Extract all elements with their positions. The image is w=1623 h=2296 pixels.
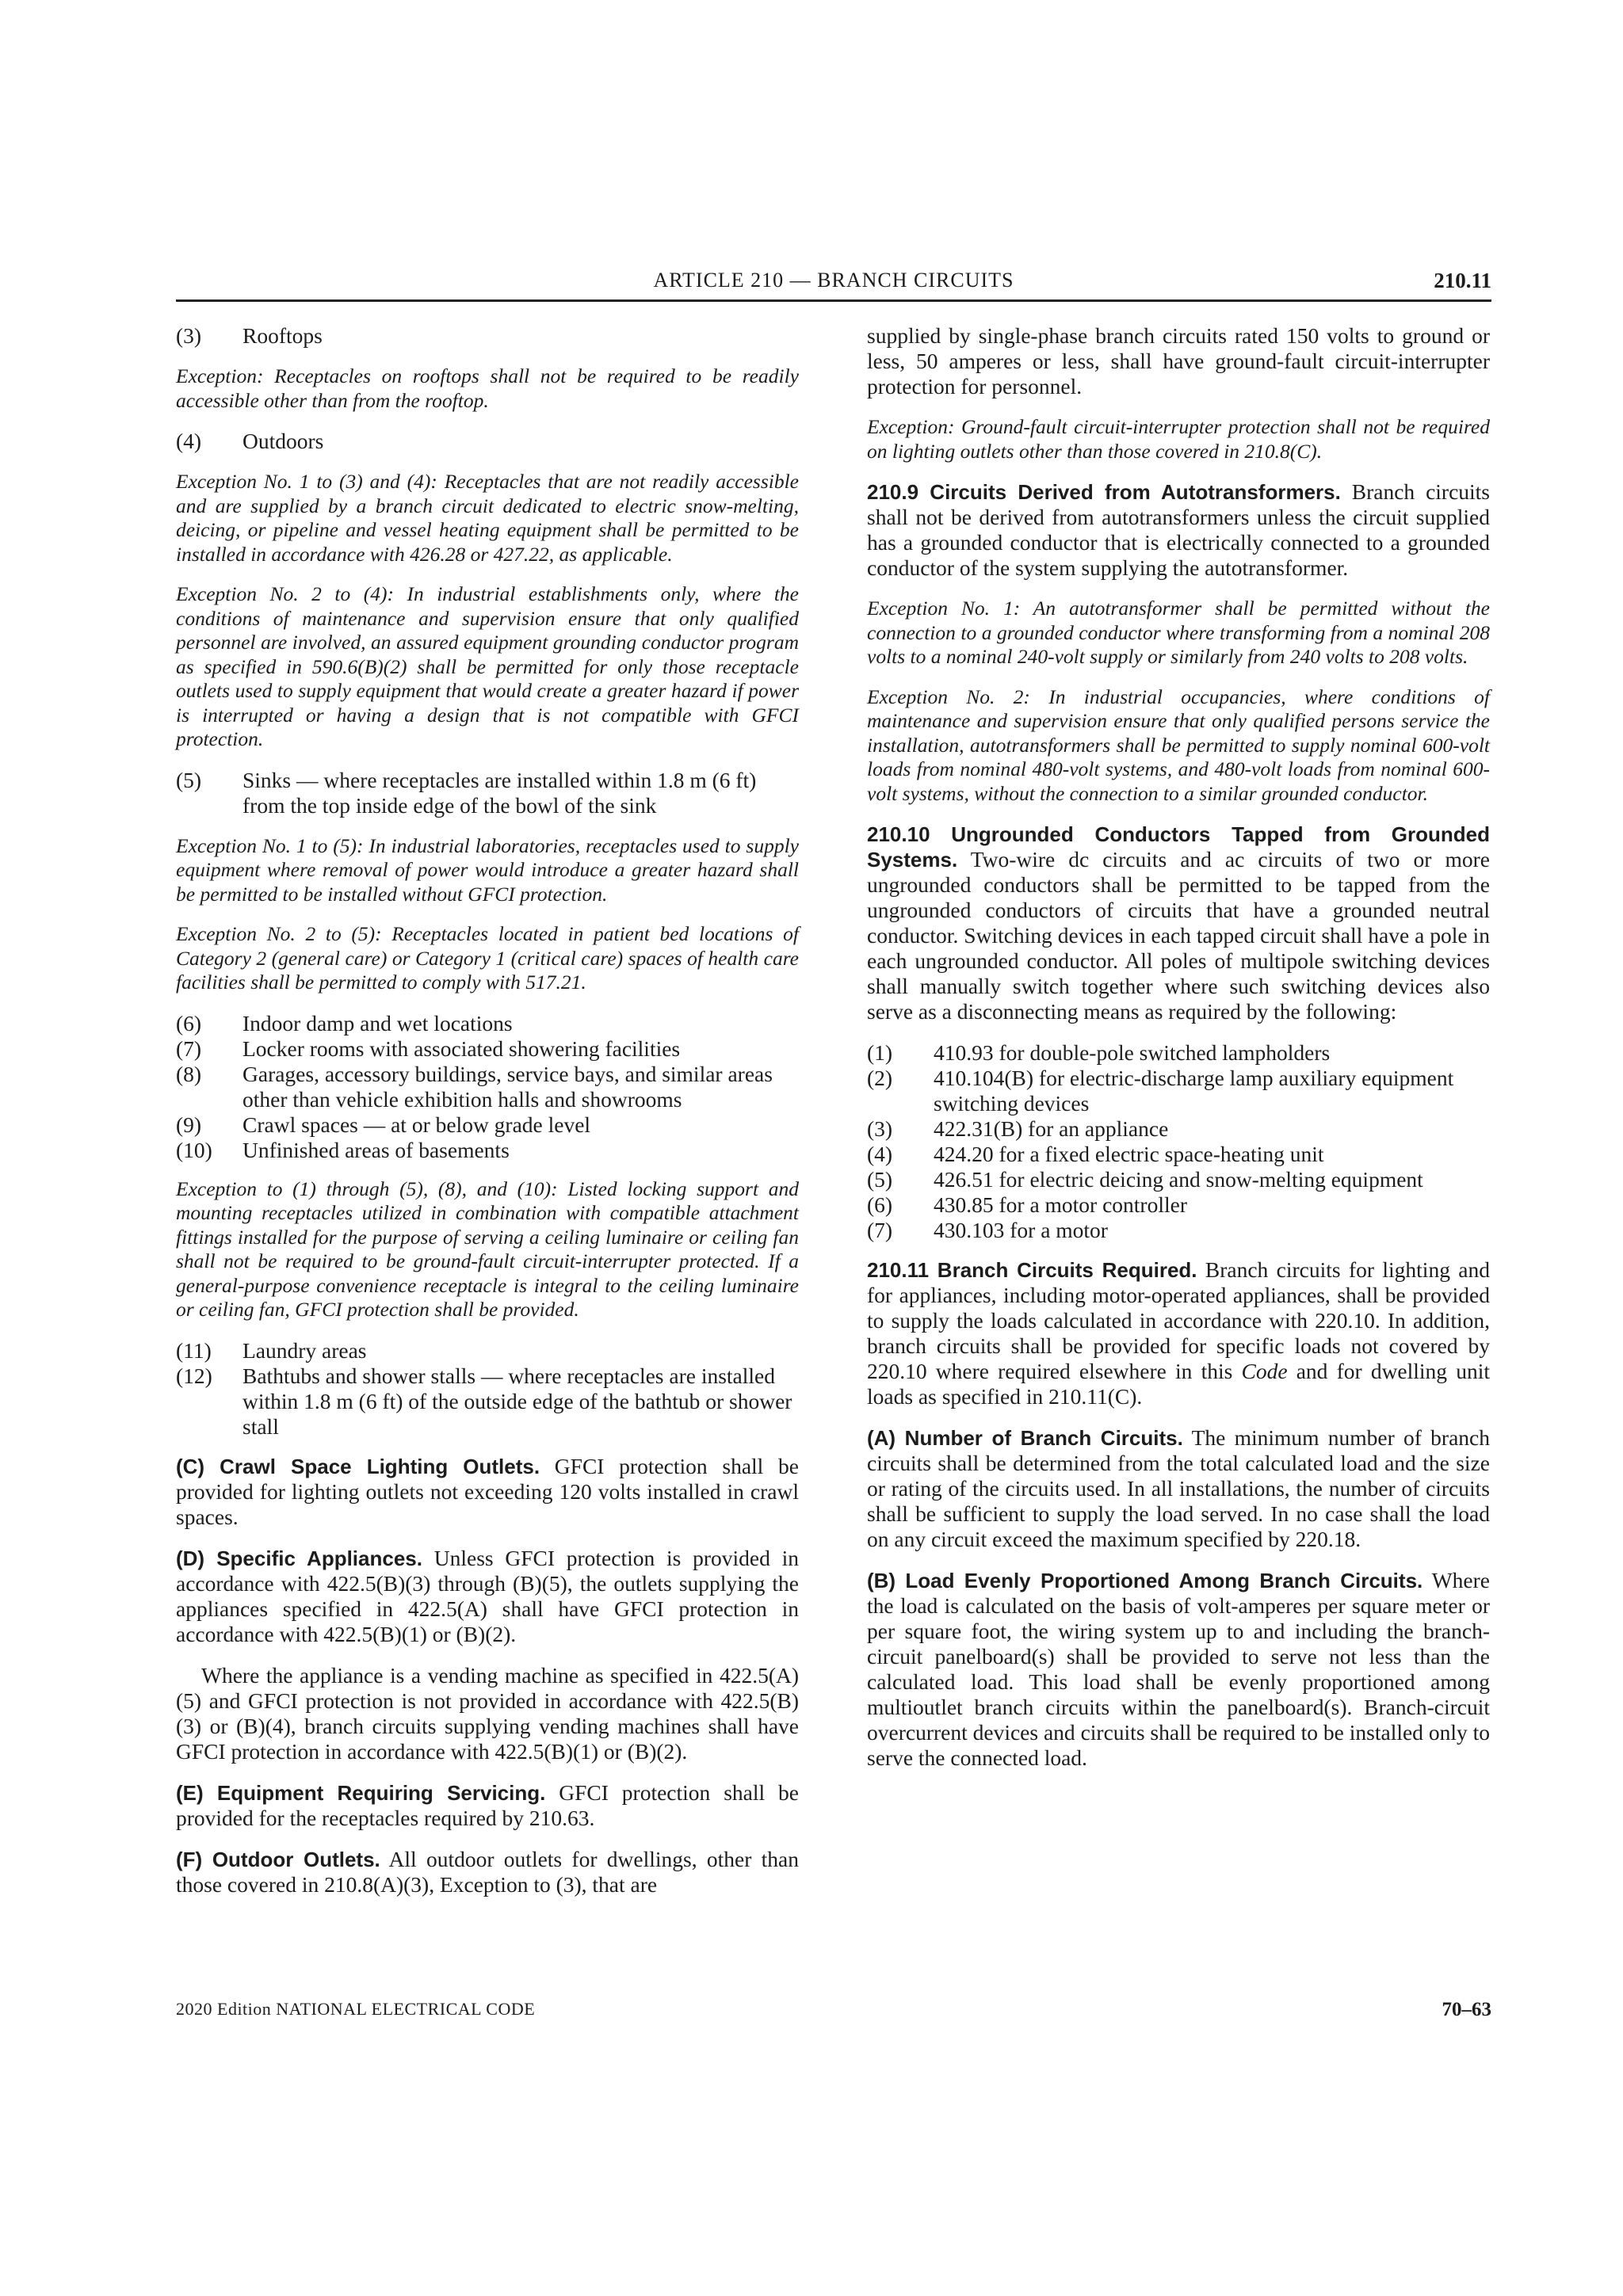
list-item [867, 1218, 1490, 1243]
list-number: (11) [176, 1337, 212, 1363]
header-section-number: 210.11 [1434, 269, 1491, 292]
list-number: (12) [176, 1363, 212, 1388]
list-text: Indoor damp and wet locations [242, 1010, 513, 1035]
list-item [176, 323, 799, 349]
list-text: Unfinished areas of basements [242, 1137, 510, 1162]
list-item [867, 1116, 1490, 1142]
header-rule [176, 299, 1491, 302]
list-item [176, 1363, 799, 1440]
section-heading: 210.11 Branch Circuits Required. [867, 1258, 1197, 1282]
location-list [176, 1338, 799, 1440]
right-column [867, 323, 1490, 1787]
list-item [867, 1167, 1490, 1192]
page-number: 70–63 [1442, 1999, 1491, 2020]
exception-text: Exception No. 1: An autotransformer shall be permitted without the connection to a grounded conductor where transforming from a nominal 208 volts to a nominal 240-volt supply or similarly from 240 volts to 208 volts. [867, 597, 1490, 668]
subsection-heading: (E) Equipment Requiring Servicing. [176, 1780, 546, 1805]
list-text: 426.51 for electric deicing and snow-melting equipment [934, 1167, 1423, 1192]
subsection-d [176, 1546, 799, 1647]
list-text: Outdoors [242, 429, 324, 453]
section-body: Branch circuits for lighting and for appliances, including motor-operated appliances, shall be provided to supply the loads calculated in accordance with 220.10. In addition, branch circuits shall be provided for specific loads not covered by 220.10 where required elsewhere in this [867, 1257, 1491, 1383]
list-text: Bathtubs and shower stalls — where receptacles are installed within 1.8 m (6 ft) of the outside edge of the bathtub or shower stall [242, 1363, 792, 1439]
section-body: Branch circuits shall not be derived from autotransformers unless the circuit supplied has a grounded conductor that is electrically connected to a grounded conductor of the system supplying the autotransformer. [867, 479, 1491, 580]
list-number: (7) [867, 1218, 893, 1242]
list-number: (3) [867, 1116, 893, 1141]
subsection-body: GFCI protection shall be provided for the receptacles required by 210.63. [176, 1779, 799, 1830]
list-item [176, 768, 799, 818]
subsection-c [176, 1454, 799, 1530]
code-word: Code [1241, 1359, 1288, 1383]
left-column [176, 323, 799, 1913]
exception-text: Exception No. 2 to (4): In industrial establishments only, where the conditions of maintenance and supervision ensure that only qualified personnel are involved, an assured equipment grounding conductor program as specified in 590.6(B)(2) shall be permitted for only those receptacle outlets used to supply equipment that would create a greater hazard if power is interrupted or having a design that is not compatible with GFCI protection. [176, 582, 799, 750]
article-title: ARTICLE 210 — BRANCH CIRCUITS [653, 269, 1014, 292]
list-text: Rooftops [242, 323, 323, 348]
subsection-a [867, 1425, 1490, 1552]
subsection-body: All outdoor outlets for dwellings, other than those covered in 210.8(A)(3), Exception to (3), that are [176, 1846, 799, 1897]
list-text: Crawl spaces — at or below grade level [242, 1112, 591, 1137]
list-item [176, 429, 799, 454]
list-text: 410.93 for double-pole switched lampholders [934, 1040, 1331, 1065]
list-text: Laundry areas [242, 1337, 367, 1363]
list-text: 430.85 for a motor controller [934, 1192, 1187, 1217]
subsection-body: The minimum number of branch circuits shall be determined from the total calculated load and the size or rating of the circuits used. In all installations, the number of circuits shall be sufficient to supply the load served. In no case shall the load on any circuit exceed the maximum specified by 220.18. [867, 1425, 1490, 1551]
body-paragraph: supplied by single-phase branch circuits rated 150 volts to ground or less, 50 amperes or less, shall have ground-fault circuit-interrupter protection for personnel. [867, 323, 1490, 399]
subsection-heading: (C) Crawl Space Lighting Outlets. [176, 1454, 540, 1478]
section-210-10 [867, 822, 1490, 1024]
exception-text: Exception No. 1 to (3) and (4): Receptacles that are not readily accessible and are supplied by a branch circuit dedicated to electric snow-melting, deicing, or pipeline and vessel heating equipment shall be permitted to be installed in accordance with 426.28 or 427.22, as applicable. [176, 470, 799, 566]
subsection-heading: (A) Number of Branch Circuits. [867, 1426, 1183, 1450]
list-number: (5) [176, 767, 202, 792]
list-number: (5) [867, 1167, 893, 1192]
list-number: (10) [176, 1137, 212, 1162]
body-paragraph: Where the appliance is a vending machine as specified in 422.5(A)(5) and GFCI protection is not provided in accordance with 422.5(B)(3) or (B)(4), branch circuits supplying vending machines shall have GFCI protection in accordance with 422.5(B)(1) or (B)(2). [176, 1662, 799, 1764]
list-number: (4) [176, 429, 202, 453]
list-text: Sinks — where receptacles are installed within 1.8 m (6 ft) from the top inside edge of the bowl of the sink [242, 767, 757, 818]
list-item [176, 1338, 799, 1363]
list-text: 424.20 for a fixed electric space-heating unit [934, 1142, 1324, 1166]
subsection-body: Unless GFCI protection is provided in accordance with 422.5(B)(3) through (B)(5), the outlets supplying the appliances specified in 422.5(A) shall have GFCI protection in accordance with 422.5(B)(1) or (B)(2). [176, 1545, 799, 1646]
subsection-f [176, 1847, 799, 1897]
section-body: Two-wire dc circuits and ac circuits of two or more ungrounded conductors shall be permitted to be tapped from the ungrounded conductors of circuits that have a grounded neutral conductor. Switching devices in each tapped circuit shall have a pole in each ungrounded conductor. All poles of multipole switching devices shall manually switch together where such switching devices also serve as a disconnecting means as required by the following: [867, 847, 1490, 1024]
subsection-b [867, 1568, 1490, 1771]
list-text: 422.31(B) for an appliance [934, 1116, 1169, 1141]
list-item [176, 1062, 799, 1112]
subsection-heading: (B) Load Evenly Proportioned Among Branch Circuits. [867, 1569, 1423, 1592]
list-number: (1) [867, 1040, 893, 1065]
section-heading: 210.10 Ungrounded Conductors Tapped from Grounded Systems. [867, 822, 1490, 871]
list-text: Garages, accessory buildings, service bays, and similar areas other than vehicle exhibition halls and showrooms [242, 1061, 773, 1112]
list-number: (9) [176, 1112, 202, 1137]
list-number: (7) [176, 1035, 202, 1061]
list-item [176, 1011, 799, 1036]
section-heading: 210.9 Circuits Derived from Autotransformers. [867, 480, 1341, 504]
edition-label: 2020 Edition NATIONAL ELECTRICAL CODE [176, 1999, 536, 2019]
subsection-heading: (D) Specific Appliances. [176, 1546, 422, 1570]
subsection-body: Where the load is calculated on the basis of volt-amperes per square meter or per square foot, the wiring system up to and including the branch-circuit panelboard(s) shall be provided to serve not less than the calculated load. This load shall be evenly proportioned among multioutlet branch circuits within the panelboard(s). Branch-circuit overcurrent devices and circuits shall be required to be installed only to serve the connected load. [867, 1568, 1491, 1770]
exception-text: Exception No. 1 to (5): In industrial laboratories, receptacles used to supply equipment where removal of power would introduce a greater hazard shall be permitted to be installed without GFCI protection. [176, 833, 799, 906]
section-210-11 [867, 1257, 1490, 1409]
section-body: and for dwelling unit loads as specified in 210.11(C). [867, 1359, 1490, 1409]
location-list [176, 1011, 799, 1163]
list-item [176, 1138, 799, 1163]
list-number: (2) [867, 1066, 893, 1090]
list-item [867, 1142, 1490, 1167]
list-number: (4) [867, 1142, 893, 1166]
list-number: (8) [176, 1061, 202, 1086]
exception-text: Exception No. 2: In industrial occupancies, where conditions of maintenance and supervision ensure that only qualified persons service the installation, autotransformers shall be permitted to supply nominal 600-volt loads from nominal 480-volt systems, and 480-volt loads from nominal 600-volt systems, without the connection to a similar grounded conductor. [867, 685, 1490, 805]
list-item [867, 1066, 1490, 1116]
exception-text: Exception No. 2 to (5): Receptacles located in patient bed locations of Category 2 (general care) or Category 1 (critical care) spaces of health care facilities shall be permitted to comply with 517.21. [176, 922, 799, 994]
running-header [176, 269, 1491, 296]
list-item [867, 1192, 1490, 1218]
switching-device-list [867, 1040, 1490, 1243]
list-text: 430.103 for a motor [934, 1218, 1108, 1242]
list-number: (3) [176, 323, 202, 348]
list-item [176, 1036, 799, 1062]
subsection-body: GFCI protection shall be provided for lighting outlets not exceeding 120 volts installed in crawl spaces. [176, 1453, 799, 1529]
list-number: (6) [867, 1192, 893, 1217]
exception-text: Exception to (1) through (5), (8), and (10): Listed locking support and mounting receptacles utilized in combination with compatible attachment fittings installed for the purpose of serving a ceiling luminaire or ceiling fan shall not be required to be ground-fault circuit-interrupter protected. If a general-purpose convenience receptacle is integral to the ceiling luminaire or ceiling fan, GFCI protection shall be provided. [176, 1177, 799, 1321]
subsection-e [176, 1780, 799, 1831]
list-item [867, 1040, 1490, 1066]
list-text: Locker rooms with associated showering facilities [242, 1035, 681, 1061]
exception-text: Exception: Receptacles on rooftops shall not be required to be readily accessible other than from the rooftop. [176, 364, 799, 412]
subsection-heading: (F) Outdoor Outlets. [176, 1847, 380, 1871]
list-number: (6) [176, 1010, 202, 1035]
exception-text: Exception: Ground-fault circuit-interrupter protection shall not be required on lighting outlets other than those covered in 210.8(C). [867, 415, 1490, 463]
list-item [176, 1112, 799, 1138]
list-text: 410.104(B) for electric-discharge lamp auxiliary equipment switching devices [934, 1066, 1454, 1116]
section-210-9 [867, 479, 1490, 581]
